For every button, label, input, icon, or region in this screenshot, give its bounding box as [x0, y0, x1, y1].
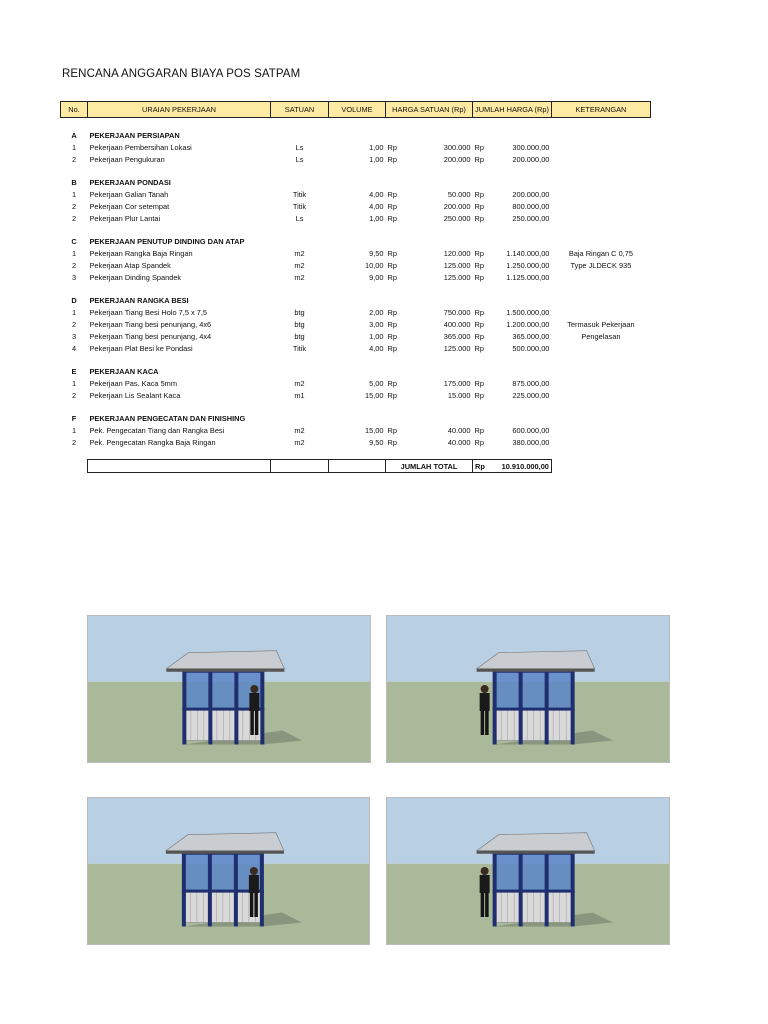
budget-table — [60, 101, 651, 473]
item-uraian: Pek. Pengecatan Tiang dan Rangka Besi — [89, 425, 225, 435]
person-body — [480, 693, 490, 711]
jumlah-currency: Rp — [474, 142, 484, 152]
person-head — [250, 685, 258, 693]
jumlah-currency: Rp — [474, 331, 484, 341]
section-code: A — [71, 130, 77, 140]
item-jumlah-harga: 250.000,00 — [512, 213, 550, 223]
item-jumlah-harga: 1.500.000,00 — [506, 307, 550, 317]
item-row — [61, 389, 651, 401]
jumlah-currency: Rp — [474, 343, 484, 353]
item-uraian: Pekerjaan Tiang Besi Holo 7,5 x 7,5 — [89, 307, 207, 317]
render-front-right — [386, 615, 670, 763]
person-body — [249, 693, 259, 711]
item-row — [61, 153, 651, 165]
render-scene — [88, 798, 369, 944]
jumlah-currency: Rp — [474, 425, 484, 435]
item-volume: 1,00 — [369, 331, 384, 341]
item-jumlah-harga: 1.200.000,00 — [506, 319, 550, 329]
item-keterangan — [551, 306, 650, 318]
harga-currency: Rp — [387, 343, 397, 353]
section-title: PEKERJAAN PENUTUP DINDING DAN ATAP — [89, 236, 245, 246]
frame-rail — [493, 708, 575, 711]
frame-post — [571, 851, 575, 927]
item-uraian: Pekerjaan Atap Spandek — [89, 260, 171, 270]
person-leg — [255, 711, 258, 735]
frame-post — [545, 851, 549, 927]
item-satuan: m2 — [294, 248, 305, 258]
roof-edge — [477, 851, 595, 854]
item-keterangan — [551, 377, 650, 389]
harga-currency: Rp — [387, 390, 397, 400]
item-row — [61, 306, 651, 318]
harga-currency: Rp — [387, 154, 397, 164]
item-row — [61, 424, 651, 436]
jumlah-currency: Rp — [474, 213, 484, 223]
harga-currency: Rp — [387, 425, 397, 435]
frame-post — [234, 851, 238, 927]
render-scene — [387, 616, 669, 762]
section-row — [61, 365, 651, 377]
item-satuan: btg — [294, 307, 305, 317]
person-leg — [250, 711, 254, 735]
glass-panel — [495, 671, 573, 710]
item-jumlah-harga: 1.250.000,00 — [506, 260, 550, 270]
header-volume: VOLUME — [329, 102, 386, 118]
frame-rail — [493, 890, 575, 893]
item-keterangan: Pengelasan — [581, 331, 621, 341]
item-keterangan — [551, 424, 650, 436]
harga-currency: Rp — [387, 142, 397, 152]
item-harga-satuan: 400.000 — [443, 319, 471, 329]
item-no: 2 — [71, 260, 77, 270]
section-row — [61, 294, 651, 306]
harga-currency: Rp — [387, 248, 397, 258]
item-volume: 1,00 — [369, 213, 384, 223]
spacer-row — [61, 354, 651, 365]
item-satuan: Ls — [295, 154, 304, 164]
total-blank-uraian — [88, 460, 271, 473]
section-title: PEKERJAAN PENGECATAN DAN FINISHING — [89, 413, 246, 423]
item-satuan: m2 — [294, 437, 305, 447]
item-uraian: Pekerjaan Galian Tanah — [89, 189, 169, 199]
section-filler — [271, 176, 651, 188]
jumlah-currency: Rp — [474, 307, 484, 317]
item-keterangan — [551, 436, 650, 448]
section-title: PEKERJAAN PERSIAPAN — [89, 130, 180, 140]
item-uraian: Pekerjaan Lis Sealant Kaca — [89, 390, 181, 400]
item-harga-satuan: 15.000 — [447, 390, 471, 400]
frame-post — [493, 669, 497, 745]
roof-edge — [166, 669, 284, 672]
item-harga-satuan: 125.000 — [443, 260, 471, 270]
item-keterangan — [551, 342, 650, 354]
item-satuan: btg — [294, 319, 305, 329]
item-harga-satuan: 365.000 — [443, 331, 471, 341]
item-jumlah-harga: 1.125.000,00 — [506, 272, 550, 282]
item-volume: 10,00 — [365, 260, 384, 270]
item-satuan: m2 — [294, 260, 305, 270]
item-jumlah-harga: 225.000,00 — [512, 390, 550, 400]
section-title: PEKERJAAN RANGKA BESI — [89, 295, 189, 305]
person-head — [250, 867, 258, 875]
person-leg — [250, 893, 254, 917]
item-satuan: btg — [294, 331, 305, 341]
item-harga-satuan: 750.000 — [443, 307, 471, 317]
item-row — [61, 188, 651, 200]
item-volume: 1,00 — [369, 142, 384, 152]
item-jumlah-harga: 200.000,00 — [512, 189, 550, 199]
item-no: 2 — [71, 319, 77, 329]
frame-post — [208, 851, 212, 927]
person-leg — [485, 893, 489, 917]
person-head — [481, 685, 489, 693]
harga-currency: Rp — [387, 378, 397, 388]
item-volume: 3,00 — [369, 319, 384, 329]
item-no: 2 — [71, 213, 77, 223]
roof-edge — [166, 851, 284, 854]
item-row — [61, 330, 651, 342]
render-side-right — [386, 797, 670, 945]
frame-post — [571, 669, 575, 745]
total-blank-satuan — [271, 460, 329, 473]
item-harga-satuan: 250.000 — [443, 213, 471, 223]
item-satuan: m2 — [294, 425, 305, 435]
item-uraian: Pekerjaan Tiang besi penunjang, 4x4 — [89, 331, 212, 341]
item-keterangan: Type JLDECK 935 — [570, 260, 632, 270]
item-uraian: Pekerjaan Plur Lantai — [89, 213, 161, 223]
person-leg — [481, 893, 485, 917]
glass-panel — [495, 853, 573, 892]
jumlah-currency: Rp — [474, 248, 484, 258]
item-keterangan — [551, 141, 650, 153]
item-row — [61, 247, 651, 259]
table-header-row — [61, 102, 651, 118]
header-no: No. — [61, 102, 88, 118]
item-row — [61, 271, 651, 283]
spacer-row — [61, 224, 651, 235]
person-leg — [485, 711, 489, 735]
header-satuan: SATUAN — [271, 102, 329, 118]
item-satuan: Titik — [292, 201, 307, 211]
section-row — [61, 235, 651, 247]
item-no: 1 — [71, 307, 77, 317]
harga-currency: Rp — [387, 307, 397, 317]
spacer-row — [61, 448, 651, 460]
spacer-row — [61, 283, 651, 294]
section-code: F — [71, 413, 77, 423]
item-harga-satuan: 40.000 — [447, 437, 471, 447]
item-jumlah-harga: 800.000,00 — [512, 201, 550, 211]
total-blank-ket — [551, 460, 650, 473]
item-volume: 5,00 — [369, 378, 384, 388]
total-currency: Rp — [473, 460, 490, 473]
item-row — [61, 436, 651, 448]
item-row — [61, 141, 651, 153]
section-code: B — [71, 177, 77, 187]
total-row — [61, 460, 651, 473]
render-side-left — [87, 797, 370, 945]
page-title: RENCANA ANGGARAN BIAYA POS SATPAM — [62, 68, 301, 80]
item-keterangan: Termasuk Pekerjaan — [567, 319, 635, 329]
item-keterangan — [551, 271, 650, 283]
total-blank-volume — [329, 460, 386, 473]
item-row — [61, 342, 651, 354]
item-harga-satuan: 200.000 — [443, 201, 471, 211]
item-volume: 9,50 — [369, 437, 384, 447]
item-no: 2 — [71, 201, 77, 211]
spacer-row — [61, 118, 651, 130]
item-no: 1 — [71, 425, 77, 435]
person-body — [480, 875, 490, 893]
section-filler — [271, 235, 651, 247]
item-row — [61, 212, 651, 224]
section-row — [61, 129, 651, 141]
section-filler — [271, 294, 651, 306]
spacer-row — [61, 401, 651, 412]
item-keterangan — [551, 153, 650, 165]
section-row — [61, 176, 651, 188]
item-satuan: Ls — [295, 213, 304, 223]
item-satuan: m2 — [294, 378, 305, 388]
item-volume: 15,00 — [365, 425, 384, 435]
harga-currency: Rp — [387, 213, 397, 223]
harga-currency: Rp — [387, 319, 397, 329]
section-filler — [271, 129, 651, 141]
harga-currency: Rp — [387, 189, 397, 199]
item-harga-satuan: 120.000 — [443, 248, 471, 258]
frame-post — [182, 851, 186, 927]
section-code: E — [71, 366, 77, 376]
jumlah-currency: Rp — [474, 319, 484, 329]
jumlah-currency: Rp — [474, 390, 484, 400]
item-volume: 15,00 — [365, 390, 384, 400]
total-label: JUMLAH TOTAL — [386, 460, 473, 473]
item-harga-satuan: 175.000 — [443, 378, 471, 388]
item-no: 4 — [71, 343, 77, 353]
item-uraian: Pekerjaan Tiang besi penunjang, 4x6 — [89, 319, 212, 329]
item-jumlah-harga: 380.000,00 — [512, 437, 550, 447]
render-scene — [387, 798, 669, 944]
item-no: 3 — [71, 272, 77, 282]
item-no: 1 — [71, 248, 77, 258]
item-keterangan — [551, 212, 650, 224]
item-satuan: Titik — [292, 189, 307, 199]
person-head — [481, 867, 489, 875]
header-keterangan: KETERANGAN — [551, 102, 650, 118]
jumlah-currency: Rp — [474, 260, 484, 270]
render-scene — [88, 616, 370, 762]
item-uraian: Pekerjaan Pengukuran — [89, 154, 165, 164]
item-harga-satuan: 40.000 — [447, 425, 471, 435]
jumlah-currency: Rp — [474, 154, 484, 164]
frame-post — [519, 851, 523, 927]
item-jumlah-harga: 200.000,00 — [512, 154, 550, 164]
section-row — [61, 412, 651, 424]
frame-post — [493, 851, 497, 927]
jumlah-currency: Rp — [474, 189, 484, 199]
item-uraian: Pekerjaan Pembersihan Lokasi — [89, 142, 192, 152]
person-body — [249, 875, 259, 893]
item-uraian: Pekerjaan Dinding Spandek — [89, 272, 182, 282]
total-value: 10.910.000,00 — [490, 460, 552, 473]
harga-currency: Rp — [387, 272, 397, 282]
frame-post — [519, 669, 523, 745]
jumlah-currency: Rp — [474, 437, 484, 447]
item-row — [61, 200, 651, 212]
jumlah-currency: Rp — [474, 378, 484, 388]
section-code: D — [71, 295, 77, 305]
item-volume: 4,00 — [369, 343, 384, 353]
section-filler — [271, 412, 651, 424]
item-jumlah-harga: 365.000,00 — [512, 331, 550, 341]
jumlah-currency: Rp — [474, 201, 484, 211]
item-jumlah-harga: 300.000,00 — [512, 142, 550, 152]
frame-post — [545, 669, 549, 745]
item-satuan: m2 — [294, 272, 305, 282]
frame-post — [260, 851, 264, 927]
section-title: PEKERJAAN KACA — [89, 366, 159, 376]
jumlah-currency: Rp — [474, 272, 484, 282]
harga-currency: Rp — [387, 201, 397, 211]
item-jumlah-harga: 1.140.000,00 — [506, 248, 550, 258]
section-code: C — [71, 236, 77, 246]
item-harga-satuan: 50.000 — [447, 189, 471, 199]
item-jumlah-harga: 600.000,00 — [512, 425, 550, 435]
item-volume: 4,00 — [369, 189, 384, 199]
frame-post — [234, 669, 238, 745]
item-no: 2 — [71, 437, 77, 447]
item-keterangan — [551, 200, 650, 212]
item-volume: 4,00 — [369, 201, 384, 211]
item-harga-satuan: 200.000 — [443, 154, 471, 164]
item-keterangan — [551, 188, 650, 200]
item-volume: 9,00 — [369, 272, 384, 282]
item-no: 3 — [71, 331, 77, 341]
section-title: PEKERJAAN PONDASI — [89, 177, 171, 187]
total-blank-no — [61, 460, 88, 473]
item-volume: 2,00 — [369, 307, 384, 317]
harga-currency: Rp — [387, 260, 397, 270]
item-uraian: Pekerjaan Cor setempat — [89, 201, 170, 211]
item-row — [61, 259, 651, 271]
item-volume: 1,00 — [369, 154, 384, 164]
header-uraian: URAIAN PEKERJAAN — [88, 102, 271, 118]
item-harga-satuan: 125.000 — [443, 272, 471, 282]
item-row — [61, 377, 651, 389]
harga-currency: Rp — [387, 437, 397, 447]
item-satuan: Ls — [295, 142, 304, 152]
item-satuan: Titik — [292, 343, 307, 353]
frame-post — [208, 669, 212, 745]
item-no: 2 — [71, 390, 77, 400]
render-front-left — [87, 615, 371, 763]
person-leg — [481, 711, 485, 735]
item-no: 1 — [71, 142, 77, 152]
item-jumlah-harga: 875.000,00 — [512, 378, 550, 388]
frame-post — [260, 669, 264, 745]
roof-edge — [477, 669, 595, 672]
item-no: 1 — [71, 378, 77, 388]
item-keterangan — [551, 389, 650, 401]
item-row — [61, 318, 651, 330]
item-satuan: m1 — [294, 390, 305, 400]
header-jumlah-harga: JUMLAH HARGA (Rp) — [473, 102, 552, 118]
item-no: 1 — [71, 189, 77, 199]
item-no: 2 — [71, 154, 77, 164]
item-uraian: Pekerjaan Pas. Kaca 5mm — [89, 378, 177, 388]
item-keterangan: Baja Ringan C 0,75 — [568, 248, 633, 258]
header-harga-satuan: HARGA SATUAN (Rp) — [386, 102, 473, 118]
harga-currency: Rp — [387, 331, 397, 341]
item-harga-satuan: 300.000 — [443, 142, 471, 152]
frame-post — [182, 669, 186, 745]
item-harga-satuan: 125.000 — [443, 343, 471, 353]
item-uraian: Pek. Pengecatan Rangka Baja Ringan — [89, 437, 216, 447]
item-uraian: Pekerjaan Plat Besi ke Pondasi — [89, 343, 193, 353]
spacer-row — [61, 165, 651, 176]
item-volume: 9,50 — [369, 248, 384, 258]
section-filler — [271, 365, 651, 377]
item-uraian: Pekerjaan Rangka Baja Ringan — [89, 248, 193, 258]
item-jumlah-harga: 500.000,00 — [512, 343, 550, 353]
person-leg — [254, 893, 258, 917]
